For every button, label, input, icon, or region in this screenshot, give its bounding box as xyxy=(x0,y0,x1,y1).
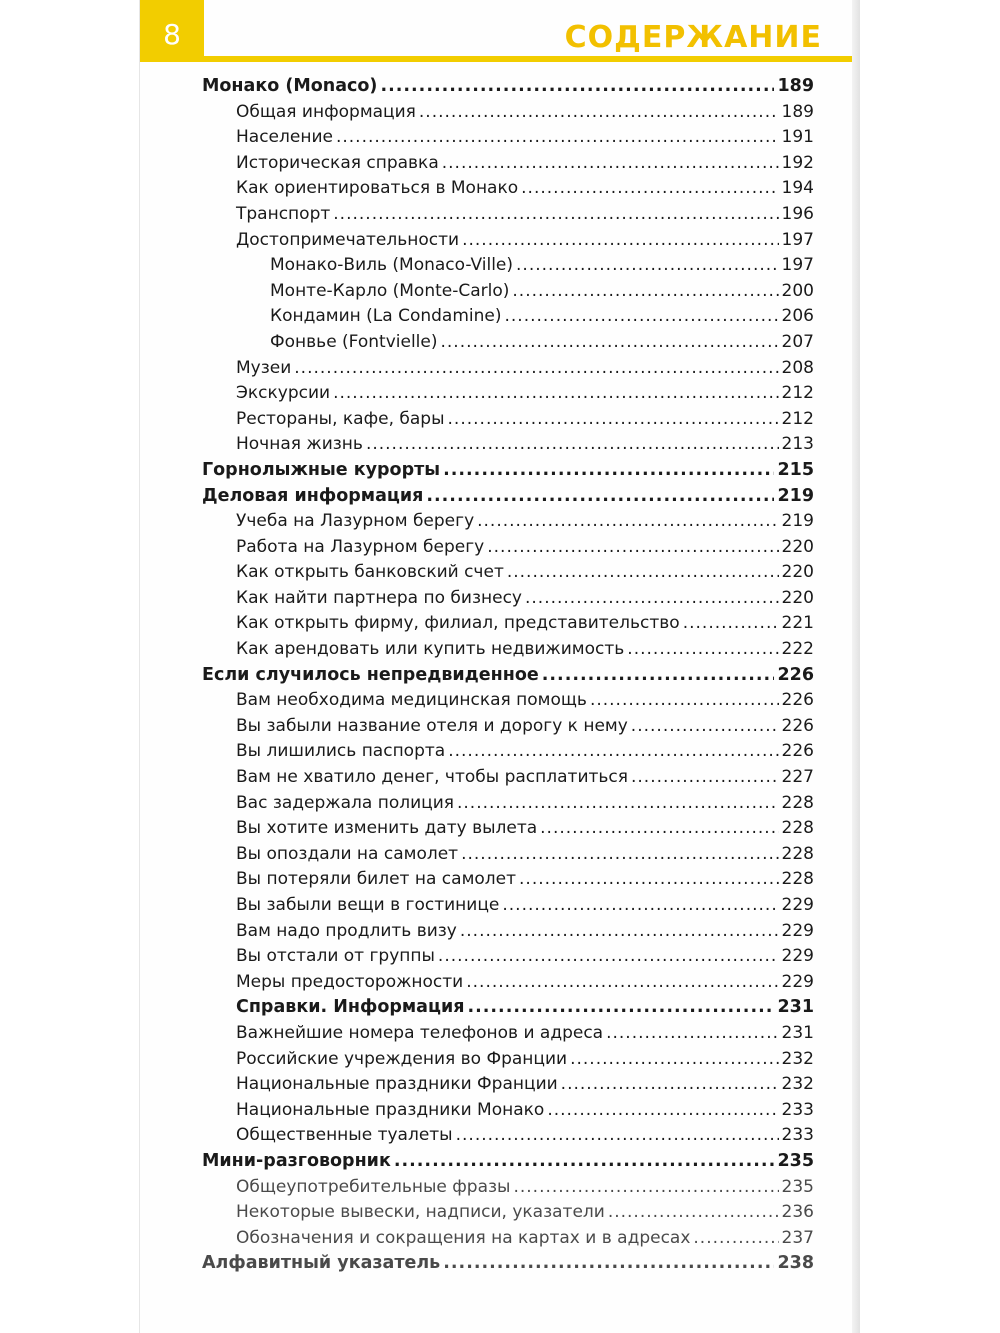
toc-leader-dots xyxy=(462,228,778,254)
toc-entry-page: 220 xyxy=(781,587,814,608)
toc-entry xyxy=(202,253,814,279)
toc-leader-dots xyxy=(443,1251,774,1277)
toc-entry-title: Общеупотребительные фразы xyxy=(236,1176,511,1197)
toc-entry xyxy=(202,458,814,484)
toc-leader-dots xyxy=(438,944,779,970)
toc-entry-title: Как арендовать или купить недвижимость xyxy=(236,639,625,660)
toc-entry xyxy=(202,765,814,791)
toc-entry-title: Монте-Карло (Monte-Carlo) xyxy=(270,280,510,301)
toc-entry xyxy=(202,100,814,126)
toc-leader-dots xyxy=(294,356,778,382)
toc-entry xyxy=(202,1123,814,1149)
toc-entry-page: 233 xyxy=(781,1125,814,1146)
toc-entry-title: Вас задержала полиция xyxy=(236,792,454,813)
toc-leader-dots xyxy=(442,151,779,177)
toc-entry-page: 220 xyxy=(781,536,814,557)
toc-entry-title: Национальные праздники Монако xyxy=(236,1099,545,1120)
toc-entry-title: Вам надо продлить визу xyxy=(236,920,457,941)
toc-entry-page: 229 xyxy=(781,971,814,992)
toc-entry xyxy=(202,611,814,637)
toc-leader-dots xyxy=(525,586,779,612)
toc-entry xyxy=(202,1098,814,1124)
toc-leader-dots xyxy=(467,995,774,1021)
toc-entry-page: 219 xyxy=(781,511,814,532)
toc-entry-title: Ночная жизнь xyxy=(236,434,363,455)
toc-entry-page: 236 xyxy=(781,1202,814,1223)
toc-entry-title: Вы хотите изменить дату вылета xyxy=(236,818,538,839)
toc-leader-dots xyxy=(461,842,778,868)
toc-entry xyxy=(202,714,814,740)
toc-leader-dots xyxy=(448,739,778,765)
toc-entry xyxy=(202,867,814,893)
page-title: СОДЕРЖАНИЕ xyxy=(564,20,822,55)
toc-entry-title: Вы забыли название отеля и дорогу к нему xyxy=(236,715,628,736)
toc-leader-dots xyxy=(419,100,779,126)
toc-entry-title: Кондамин (La Condamine) xyxy=(270,306,502,327)
toc-leader-dots xyxy=(366,432,779,458)
toc-leader-dots xyxy=(502,893,778,919)
toc-leader-dots xyxy=(561,1072,779,1098)
toc-entry xyxy=(202,1072,814,1098)
toc-entry xyxy=(202,893,814,919)
toc-entry xyxy=(202,944,814,970)
toc-entry-page: 189 xyxy=(781,101,814,122)
toc-entry-page: 212 xyxy=(781,383,814,404)
toc-entry-title: Экскурсии xyxy=(236,383,331,404)
toc-entry-title: Вы забыли вещи в гостинице xyxy=(236,895,500,915)
toc-leader-dots xyxy=(487,535,778,561)
toc-entry xyxy=(202,586,814,612)
toc-entry xyxy=(202,688,814,714)
toc-entry xyxy=(202,330,814,356)
toc-leader-dots xyxy=(590,688,779,714)
toc-entry-page: 235 xyxy=(777,1150,814,1171)
toc-entry xyxy=(202,432,814,458)
toc-leader-dots xyxy=(693,1226,778,1252)
toc-entry-page: 229 xyxy=(781,895,814,915)
toc-entry xyxy=(202,125,814,151)
toc-entry xyxy=(202,995,814,1021)
toc-entry-page: 207 xyxy=(781,331,814,352)
toc-entry xyxy=(202,407,814,433)
toc-entry-title: Вам не хватило денег, чтобы расплатиться xyxy=(236,767,628,788)
toc-entry xyxy=(202,74,814,100)
toc-entry xyxy=(202,791,814,817)
toc-entry-title: Алфавитный указатель xyxy=(202,1253,441,1274)
toc-leader-dots xyxy=(460,919,779,945)
toc-entry-title: Общая информация xyxy=(236,101,416,122)
toc-entry-title: Деловая информация xyxy=(202,485,424,506)
toc-entry xyxy=(202,176,814,202)
toc-entry xyxy=(202,356,814,382)
toc-entry-title: Национальные праздники Франции xyxy=(236,1074,558,1095)
toc-leader-dots xyxy=(631,714,779,740)
toc-leader-dots xyxy=(512,279,778,305)
toc-entry xyxy=(202,816,814,842)
toc-entry xyxy=(202,663,814,689)
toc-entry-page: 208 xyxy=(781,357,814,378)
toc-leader-dots xyxy=(519,867,779,893)
toc-entry-page: 215 xyxy=(777,459,814,480)
toc-entry-page: 221 xyxy=(781,613,814,634)
toc-entry-title: Если случилось непредвиденное xyxy=(202,664,539,685)
toc-entry-page: 220 xyxy=(781,562,814,583)
toc-entry-title: Обозначения и сокращения на картах и в адресах xyxy=(236,1227,691,1248)
toc-entry-title: Вы опоздали на самолет xyxy=(236,843,459,864)
toc-leader-dots xyxy=(333,202,778,228)
toc-entry-title: Историческая справка xyxy=(236,152,439,173)
toc-entry-title: Российские учреждения во Франции xyxy=(236,1048,568,1069)
toc-entry-title: Как найти партнера по бизнесу xyxy=(236,587,522,608)
toc-entry-page: 233 xyxy=(781,1099,814,1120)
table-of-contents xyxy=(202,74,814,1277)
toc-entry xyxy=(202,842,814,868)
toc-entry-page: 222 xyxy=(781,639,814,660)
toc-entry-title: Справки. Информация xyxy=(236,997,465,1018)
toc-entry xyxy=(202,202,814,228)
toc-entry-title: Некоторые вывески, надписи, указатели xyxy=(236,1202,605,1223)
toc-entry-title: Как открыть фирму, филиал, представительство xyxy=(236,613,680,634)
toc-entry-title: Музеи xyxy=(236,357,292,378)
toc-entry xyxy=(202,1047,814,1073)
toc-leader-dots xyxy=(426,484,774,510)
toc-entry xyxy=(202,1175,814,1201)
toc-entry-page: 228 xyxy=(781,843,814,864)
toc-entry-title: Учеба на Лазурном берегу xyxy=(236,511,475,532)
toc-entry-title: Меры предосторожности xyxy=(236,971,464,992)
toc-entry-title: Монако-Виль (Monaco-Ville) xyxy=(270,255,514,276)
toc-entry-page: 191 xyxy=(781,127,814,148)
toc-entry-page: 228 xyxy=(781,818,814,839)
toc-entry-page: 232 xyxy=(781,1074,814,1095)
toc-leader-dots xyxy=(606,1021,778,1047)
toc-entry-title: Общественные туалеты xyxy=(236,1125,453,1146)
toc-entry-page: 189 xyxy=(777,76,814,96)
toc-leader-dots xyxy=(466,970,778,996)
page-edge-shadow xyxy=(852,0,860,1333)
toc-entry-page: 228 xyxy=(781,869,814,890)
toc-leader-dots xyxy=(547,1098,778,1124)
toc-entry-page: 197 xyxy=(781,229,814,250)
toc-entry xyxy=(202,970,814,996)
toc-entry-title: Вы отстали от группы xyxy=(236,946,435,967)
toc-entry xyxy=(202,1251,814,1277)
toc-leader-dots xyxy=(683,611,779,637)
toc-entry-page: 197 xyxy=(781,255,814,276)
toc-entry-title: Вы потеряли билет на самолет xyxy=(236,869,517,890)
toc-leader-dots xyxy=(457,791,779,817)
page-number: 8 xyxy=(163,18,181,51)
toc-entry-title: Как открыть банковский счет xyxy=(236,562,504,583)
toc-entry-title: Транспорт xyxy=(236,203,331,224)
toc-entry-page: 192 xyxy=(781,152,814,173)
toc-leader-dots xyxy=(521,176,778,202)
toc-leader-dots xyxy=(336,125,779,151)
toc-entry xyxy=(202,637,814,663)
toc-entry-title: Мини-разговорник xyxy=(202,1150,391,1171)
toc-entry-page: 200 xyxy=(781,280,814,301)
toc-entry xyxy=(202,484,814,510)
toc-leader-dots xyxy=(443,458,774,484)
toc-entry xyxy=(202,151,814,177)
toc-entry-page: 194 xyxy=(781,178,814,199)
toc-leader-dots xyxy=(394,1149,775,1175)
toc-entry-page: 206 xyxy=(781,306,814,327)
toc-entry xyxy=(202,304,814,330)
toc-leader-dots xyxy=(380,74,774,100)
toc-entry-page: 227 xyxy=(781,767,814,788)
toc-leader-dots xyxy=(627,637,778,663)
toc-entry xyxy=(202,381,814,407)
toc-entry-page: 237 xyxy=(781,1227,814,1248)
toc-entry-page: 226 xyxy=(777,664,814,685)
toc-entry-title: Вам необходима медицинская помощь xyxy=(236,690,587,711)
toc-leader-dots xyxy=(448,407,779,433)
toc-entry xyxy=(202,1226,814,1252)
toc-entry-page: 228 xyxy=(781,792,814,813)
toc-entry-title: Как ориентироваться в Монако xyxy=(236,178,519,199)
toc-entry-page: 231 xyxy=(781,1022,814,1043)
toc-leader-dots xyxy=(540,816,778,842)
toc-entry-page: 229 xyxy=(781,920,814,941)
toc-entry-title: Фонвье (Fontvielle) xyxy=(270,331,438,352)
toc-entry-page: 231 xyxy=(777,997,814,1018)
toc-entry xyxy=(202,739,814,765)
header-rule xyxy=(204,56,852,62)
toc-entry-page: 229 xyxy=(781,946,814,967)
toc-entry-title: Важнейшие номера телефонов и адреса xyxy=(236,1022,604,1043)
toc-leader-dots xyxy=(456,1123,779,1149)
toc-entry xyxy=(202,509,814,535)
toc-leader-dots xyxy=(608,1200,779,1226)
toc-entry-title: Вы лишились паспорта xyxy=(236,741,446,762)
toc-leader-dots xyxy=(542,663,775,689)
toc-entry-title: Горнолыжные курорты xyxy=(202,459,441,480)
toc-entry-page: 226 xyxy=(781,741,814,762)
toc-leader-dots xyxy=(516,253,779,279)
toc-entry-page: 226 xyxy=(781,690,814,711)
toc-leader-dots xyxy=(504,304,778,330)
toc-entry-page: 196 xyxy=(781,203,814,224)
toc-leader-dots xyxy=(507,560,779,586)
toc-leader-dots xyxy=(631,765,779,791)
toc-entry-page: 226 xyxy=(781,715,814,736)
toc-entry-page: 235 xyxy=(781,1176,814,1197)
toc-entry-page: 238 xyxy=(777,1253,814,1274)
toc-entry xyxy=(202,1021,814,1047)
toc-entry xyxy=(202,228,814,254)
toc-entry-page: 213 xyxy=(781,434,814,455)
toc-entry xyxy=(202,1200,814,1226)
toc-entry-title: Рестораны, кафе, бары xyxy=(236,408,445,429)
toc-leader-dots xyxy=(333,381,778,407)
toc-entry-page: 219 xyxy=(777,485,814,506)
toc-entry-title: Работа на Лазурном берегу xyxy=(236,536,485,557)
toc-entry-page: 232 xyxy=(781,1048,814,1069)
toc-entry-title: Достопримечательности xyxy=(236,229,460,250)
toc-entry xyxy=(202,1149,814,1175)
toc-entry-page: 212 xyxy=(781,408,814,429)
toc-entry-title: Население xyxy=(236,127,333,148)
toc-entry-title: Монако (Monaco) xyxy=(202,76,378,96)
toc-leader-dots xyxy=(570,1047,778,1073)
toc-leader-dots xyxy=(440,330,778,356)
toc-entry xyxy=(202,535,814,561)
toc-leader-dots xyxy=(477,509,778,535)
page-number-tab xyxy=(140,0,204,62)
toc-leader-dots xyxy=(513,1175,778,1201)
toc-entry xyxy=(202,560,814,586)
toc-entry xyxy=(202,279,814,305)
toc-entry xyxy=(202,919,814,945)
